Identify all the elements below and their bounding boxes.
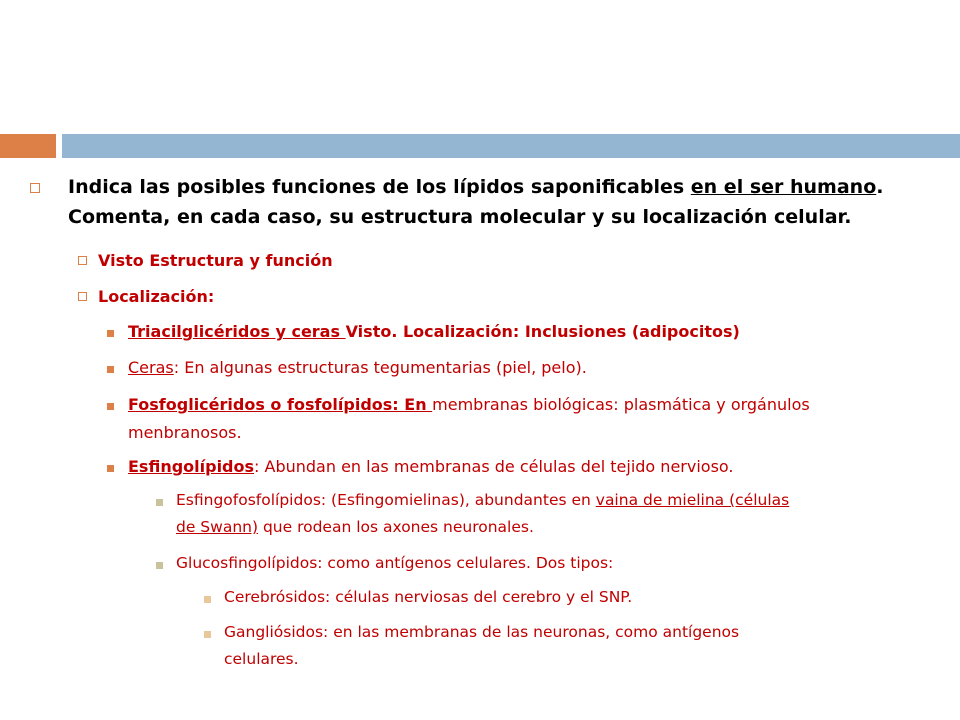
item-esfingofosfolipidos [176,491,789,509]
filled-square-bullet-icon [107,403,114,410]
item-gangliosidos-line2: celulares. [224,650,299,668]
question-text: Indica las posibles funciones de los lípidos saponificables [68,176,691,198]
term-fosfogliceridos: Fosfoglicéridos o fosfolípidos: En [128,395,433,414]
term-triacilgliceridos: Triacilglicéridos y ceras [128,322,346,341]
item-cerebrosidos: Cerebrósidos: células nerviosas del cerebro y el SNP. [224,588,633,606]
hollow-square-bullet-icon [30,183,40,193]
esfingofos-underlined: vaina de mielina (células [595,491,790,509]
desc-esfingolipidos: Abundan en las membranas de células del tejido nervioso. [259,457,734,476]
question-period: . [876,176,884,198]
term-ceras: Ceras [128,358,174,377]
header-accent-orange [0,134,56,158]
filled-square-bullet-icon [107,366,114,373]
colon: : [173,358,185,377]
esfingofos-underlined-2: de Swann) [176,518,259,536]
hollow-square-bullet-icon [78,292,87,301]
item-esfingofosfolipidos-line2 [176,518,534,536]
item-gangliosidos: Gangliósidos: en las membranas de las neuronas, como antígenos [224,623,740,641]
term-esfingolipidos: Esfingolípidos [128,457,255,476]
desc-triacilgliceridos: Visto. Localización: Inclusiones (adipocitos) [345,322,740,341]
question-underlined: en el ser humano [690,176,877,198]
item-fosfogliceridos [128,395,810,414]
item-fosfogliceridos-line2: menbranosos. [128,423,242,442]
question-line-2: Comenta, en cada caso, su estructura molecular y su localización celular. [68,206,852,228]
filled-square-bullet-icon [204,631,211,638]
hollow-square-bullet-icon [78,256,87,265]
question-line-1 [68,176,883,198]
item-ceras [128,358,587,377]
item-glucosfingolipidos: Glucosfingolípidos: como antígenos celulares. Dos tipos: [176,554,614,572]
header-accent-blue [62,134,960,158]
desc-fosfogliceridos: membranas biológicas: plasmática y orgánulos [432,395,810,414]
filled-square-bullet-icon [107,465,114,472]
sub-estructura: Visto Estructura y función [98,251,333,270]
sub-localizacion: Localización: [98,287,215,306]
esfingofos-text-2: que rodean los axones neuronales. [258,518,534,536]
item-esfingolipidos [128,457,734,476]
filled-square-bullet-icon [156,562,163,569]
filled-square-bullet-icon [156,499,163,506]
esfingofos-text: Esfingofosfolípidos: (Esfingomielinas), abundantes en [176,491,596,509]
colon: : [254,457,260,476]
filled-square-bullet-icon [204,596,211,603]
filled-square-bullet-icon [107,330,114,337]
item-triacilgliceridos [128,322,740,341]
desc-ceras: En algunas estructuras tegumentarias (piel, pelo). [184,358,587,377]
